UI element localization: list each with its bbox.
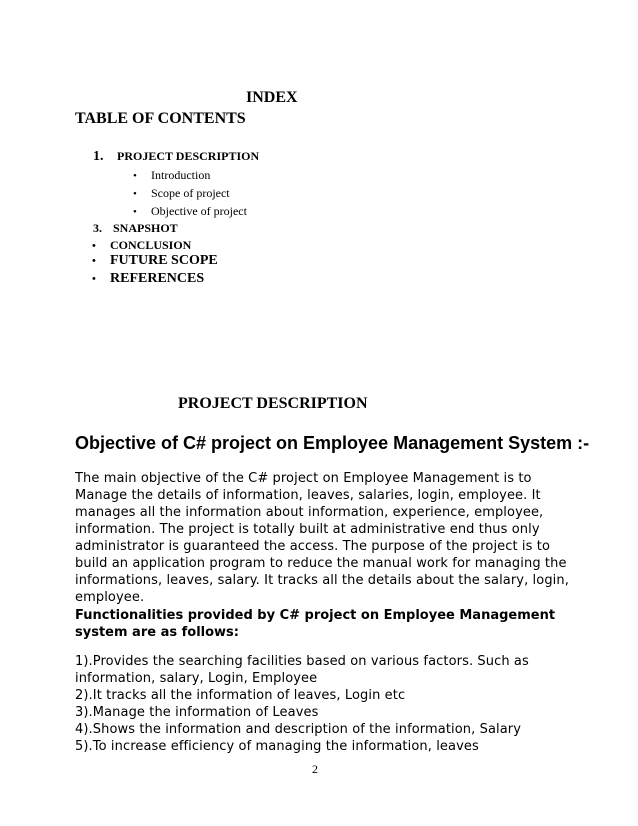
toc-item-number: 3. (93, 221, 102, 235)
toc-subitem (133, 186, 230, 201)
toc-item-snapshot (93, 221, 178, 236)
toc-subitem (133, 168, 210, 183)
toc-item-label: SNAPSHOT (113, 221, 178, 235)
bullet-icon: • (92, 255, 96, 267)
toc-item-label: FUTURE SCOPE (110, 253, 218, 268)
functionality-line: 5).To increase efficiency of managing the information, leaves (75, 739, 479, 754)
toc-item-label: CONCLUSION (110, 238, 192, 252)
paragraph-line: Manage the details of information, leaves, salaries, login, employee. It (75, 488, 541, 503)
functionalities-heading-line: system are as follows: (75, 625, 239, 640)
functionality-line: 1).Provides the searching facilities based on various factors. Such as (75, 654, 529, 669)
bullet-icon: • (133, 170, 137, 182)
paragraph-line: The main objective of the C# project on Employee Management is to (75, 471, 532, 486)
toc-item-future-scope (92, 253, 218, 269)
toc-item-label: PROJECT DESCRIPTION (117, 149, 260, 163)
section-heading: PROJECT DESCRIPTION (178, 395, 368, 412)
bullet-icon: • (92, 273, 96, 285)
objective-title: Objective of C# project on Employee Management System :- (75, 433, 590, 453)
page-number: 2 (312, 762, 318, 776)
functionality-line: 2).It tracks all the information of leaves, Login etc (75, 688, 406, 703)
paragraph-line: information. The project is totally built at administrative end thus only (75, 522, 540, 537)
paragraph-line: administrator is guaranteed the access. The purpose of the project is to (75, 539, 550, 554)
toc-item-label: REFERENCES (110, 271, 205, 286)
paragraph-line: build an application program to reduce the manual work for managing the (75, 556, 567, 571)
toc-item-conclusion (92, 238, 191, 253)
bullet-icon: • (133, 188, 137, 200)
toc-item-references (92, 271, 204, 287)
toc-subitem-label: Objective of project (151, 204, 247, 218)
bullet-icon: • (133, 206, 137, 218)
functionality-line: 3).Manage the information of Leaves (75, 705, 319, 720)
paragraph-line: informations, leaves, salary. It tracks all the details about the salary, login, (75, 573, 569, 588)
functionalities-heading-line: Functionalities provided by C# project on Employee Management (75, 608, 556, 623)
toc-heading: TABLE OF CONTENTS (75, 110, 246, 127)
paragraph-line: manages all the information about information, experience, employee, (75, 505, 544, 520)
functionality-line: information, salary, Login, Employee (75, 671, 318, 686)
toc-item-number: 1. (93, 149, 104, 164)
bullet-icon: • (92, 240, 96, 252)
toc-subitem-label: Introduction (151, 168, 211, 182)
toc-item-project-description (93, 149, 259, 165)
toc-subitem (133, 204, 247, 219)
paragraph-line: employee. (75, 590, 145, 605)
toc-subitem-label: Scope of project (151, 186, 230, 200)
index-heading: INDEX (246, 89, 298, 106)
functionality-line: 4).Shows the information and description of the information, Salary (75, 722, 522, 737)
